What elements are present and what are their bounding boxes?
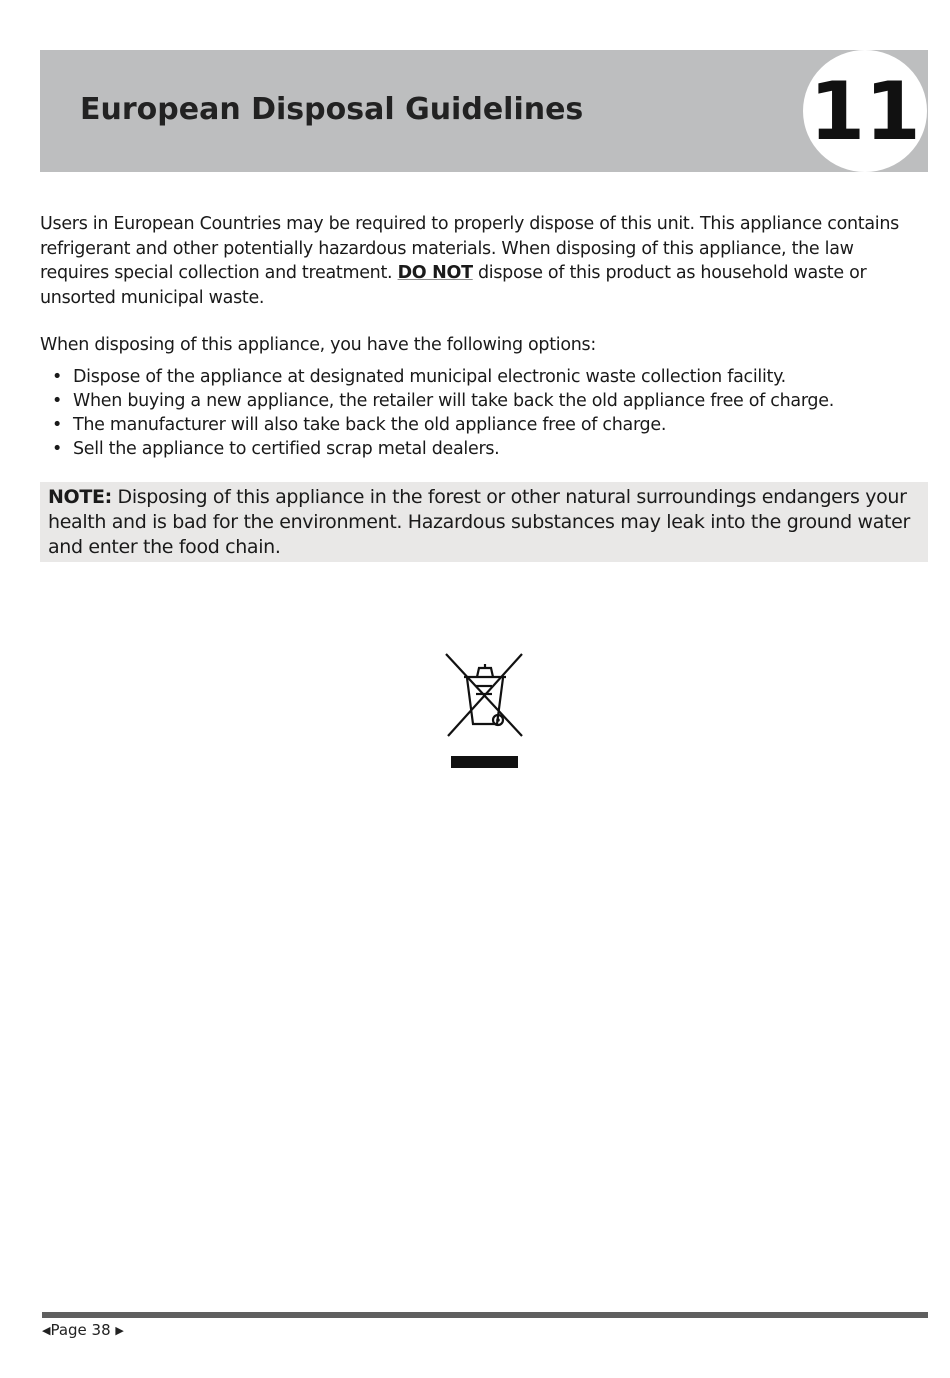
options-lead: When disposing of this appliance, you have the following options: — [40, 335, 596, 355]
intro-paragraph — [40, 212, 940, 310]
chapter-number: 11 — [809, 65, 921, 158]
do-not-emphasis: DO NOT — [397, 263, 473, 283]
triangle-left-icon[interactable]: ◀ — [42, 1324, 51, 1337]
page-title: European Disposal Guidelines — [80, 92, 584, 127]
intro-line: Users in European Countries may be required to properly dispose of this unit. This appliance contains — [40, 214, 899, 234]
list-item: • Sell the appliance to certified scrap metal dealers. — [52, 437, 834, 461]
page-label: Page 38 — [50, 1321, 111, 1339]
note-line: and enter the food chain. — [48, 536, 281, 558]
note-text — [48, 485, 938, 560]
intro-line: refrigerant and other potentially hazardous materials. When disposing of this appliance, the law — [40, 238, 854, 259]
list-item: • Dispose of the appliance at designated municipal electronic waste collection facility. — [52, 365, 834, 389]
triangle-right-icon[interactable]: ▶ — [115, 1324, 124, 1337]
note-label: NOTE: — [48, 486, 112, 508]
intro-text: dispose of this product as household waste or — [472, 263, 867, 283]
crossed-out-wheelie-bin-icon — [440, 650, 530, 770]
note-line — [48, 485, 938, 510]
disposal-options-list — [52, 365, 834, 461]
list-item: • When buying a new appliance, the retailer will take back the old appliance free of charge. — [52, 389, 834, 413]
intro-line — [40, 261, 940, 286]
note-line: health and is bad for the environment. Hazardous substances may leak into the ground water — [48, 511, 910, 533]
footer-rule — [42, 1312, 928, 1318]
intro-line: unsorted municipal waste. — [40, 287, 265, 308]
list-item: • The manufacturer will also take back the old appliance free of charge. — [52, 413, 834, 437]
footer-pager — [42, 1320, 124, 1341]
intro-text: requires special collection and treatment. — [40, 263, 398, 283]
note-body: Disposing of this appliance in the forest or other natural surroundings endangers your — [111, 486, 907, 508]
